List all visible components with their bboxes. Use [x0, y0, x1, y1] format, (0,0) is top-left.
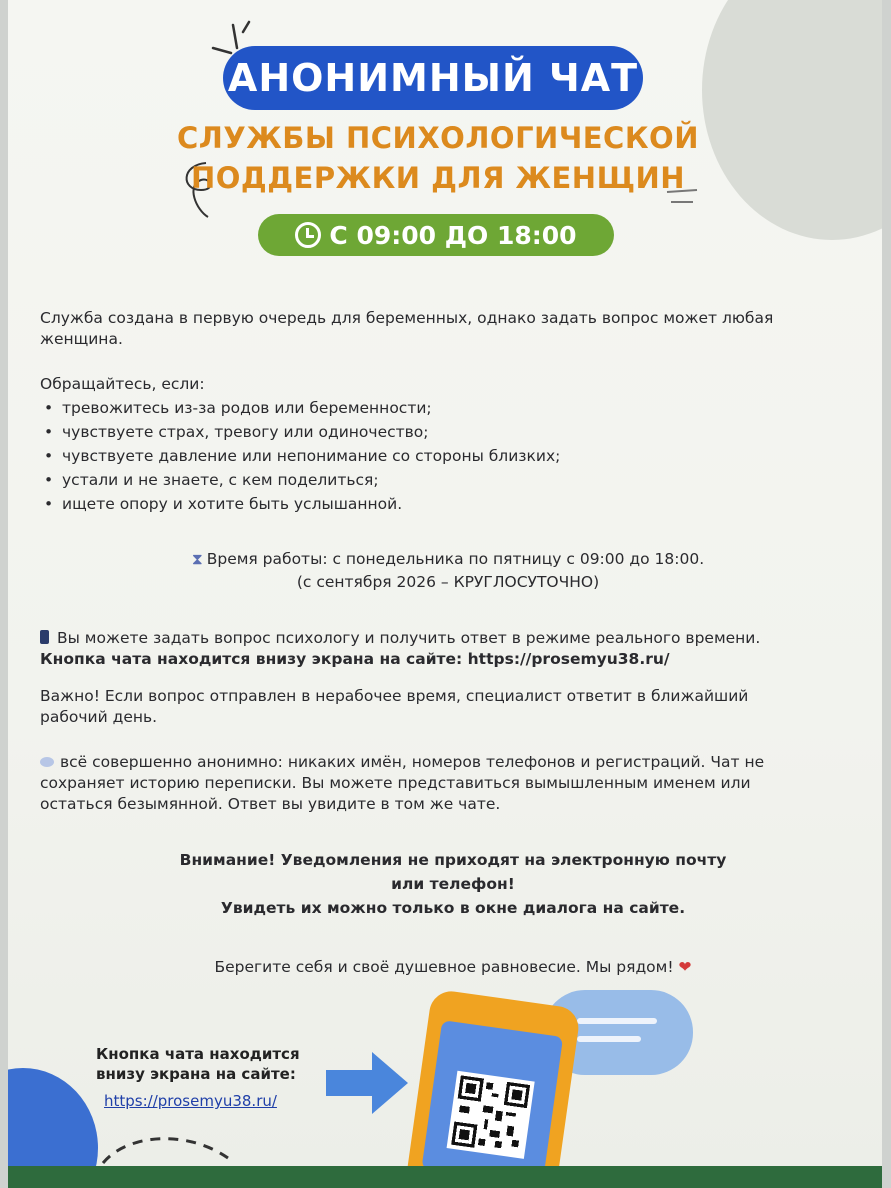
speech-bubble-icon [40, 757, 54, 767]
page-subtitle [158, 118, 718, 198]
warning-line: Увидеть их можно только в окне диалога на сайте. [220, 899, 686, 917]
working-hours [68, 548, 828, 594]
footer-caption-line: внизу экрана на сайте: [96, 1065, 296, 1083]
footer-caption-line: Кнопка чата находится [96, 1045, 300, 1063]
list-item: • ищете опору и хотите быть услышанной. [40, 492, 560, 516]
list-item: • чувствуете давление или непонимание со стороны близких; [40, 444, 560, 468]
poster [8, 0, 882, 1188]
phone-screen [421, 1020, 563, 1186]
hours-line: Время работы: с понедельника по пятницу с 09:00 до 18:00. [206, 550, 705, 568]
phone-icon [40, 630, 49, 644]
subtitle-line: СЛУЖБЫ ПСИХОЛОГИЧЕСКОЙ [177, 121, 699, 155]
intro-text: Служба создана в первую очередь для беременных, однако задать вопрос может любая женщина. [40, 309, 774, 348]
warning-line: Внимание! Уведомления не приходят на электронную почту [179, 851, 727, 869]
chat-button-line: Кнопка чата находится внизу экрана на сайте: https://prosemyu38.ru/ [40, 650, 670, 668]
bubble-line [577, 1036, 641, 1042]
list-item: • чувствуете страх, тревогу или одиночество; [40, 420, 560, 444]
page-title: АНОНИМНЫЙ ЧАТ [223, 46, 643, 110]
chat-info [40, 628, 800, 670]
website-link[interactable]: https://prosemyu38.ru/ [104, 1092, 277, 1110]
care-text: Берегите себя и своё душевное равновесие. Мы рядом! [214, 958, 674, 976]
hours-line: (с сентября 2026 – КРУГЛОСУТОЧНО) [296, 573, 600, 591]
anonymity-note [40, 752, 800, 815]
hours-badge-label: С 09:00 ДО 18:00 [329, 220, 577, 250]
anonymity-text: всё совершенно анонимно: никаких имён, номеров телефонов и регистраций. Чат не сохраняет историю переписки. Вы можете представиться вымышленным именем или остаться безымянной. Ответ вы увидите в том же чате. [40, 753, 765, 813]
list-item: • тревожитесь из-за родов или беременности; [40, 396, 560, 420]
important-note: Важно! Если вопрос отправлен в нерабочее время, специалист ответит в ближайший рабочий день. [40, 687, 749, 726]
hours-badge [258, 214, 614, 256]
warning-line: или телефон! [391, 875, 515, 893]
clock-icon [295, 222, 321, 248]
chat-line: Вы можете задать вопрос психологу и получить ответ в режиме реального времени. [57, 629, 761, 647]
phone-graphic [405, 989, 581, 1188]
list-item: • устали и не знаете, с кем поделиться; [40, 468, 560, 492]
heart-icon: ❤ [678, 958, 692, 976]
reasons-list [40, 396, 560, 516]
subtitle-line: ПОДДЕРЖКИ ДЛЯ ЖЕНЩИН [190, 161, 686, 195]
footer-caption [96, 1044, 300, 1084]
warning-notice [68, 848, 838, 920]
qr-code-icon[interactable] [447, 1071, 535, 1159]
dashed-curve-doodle-icon [98, 1128, 238, 1168]
footer-band [8, 1166, 882, 1188]
contact-intro: Обращайтесь, если: [40, 375, 205, 393]
care-message [68, 958, 838, 976]
bubble-line [577, 1018, 657, 1024]
decorative-blob [702, 0, 882, 240]
arrow-right-icon [326, 1048, 410, 1118]
hourglass-icon: ⧗ [191, 550, 203, 568]
